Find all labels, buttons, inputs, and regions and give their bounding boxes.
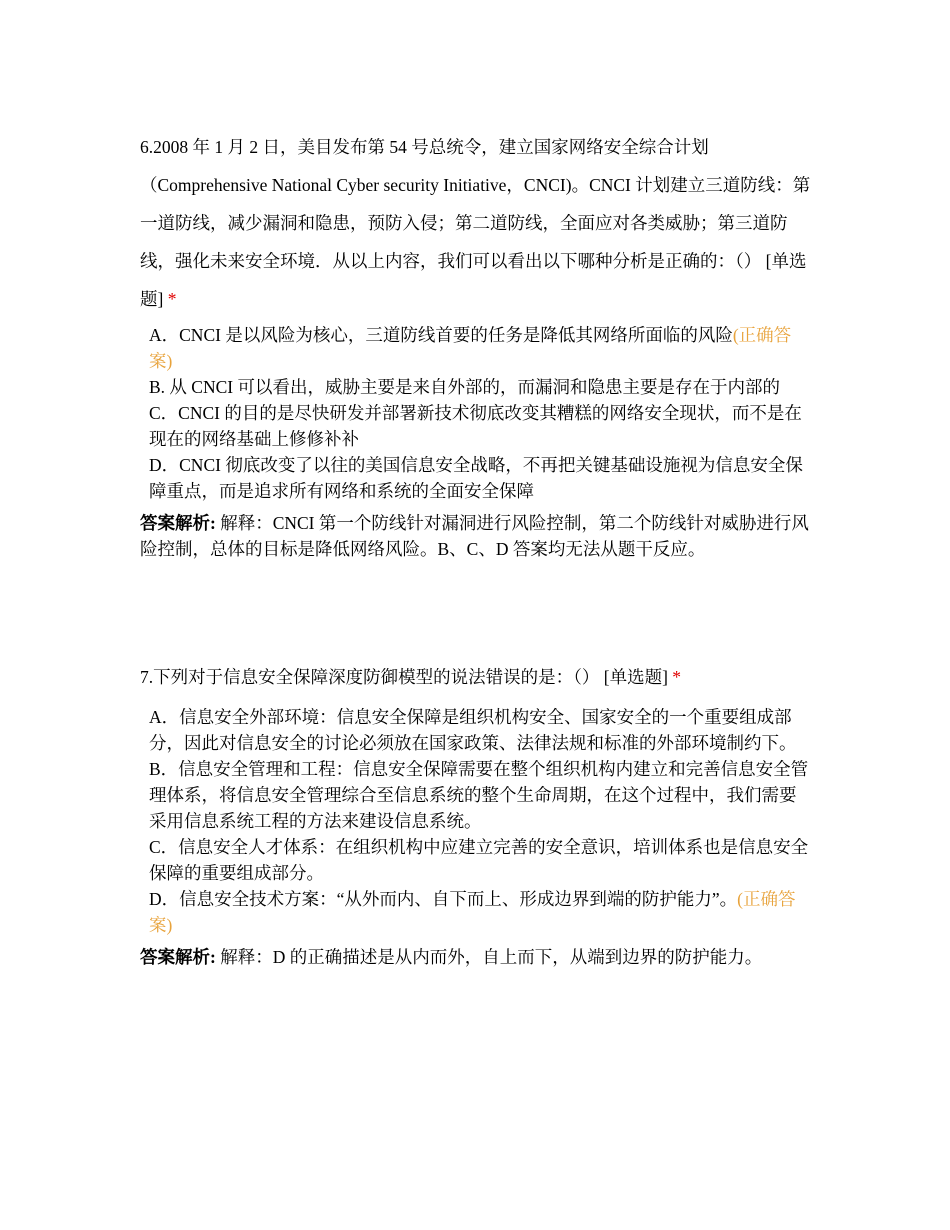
question-type-tag: [单选题] xyxy=(140,251,807,309)
option-c[interactable] xyxy=(149,400,813,452)
analysis-text: 解释：CNCI 第一个防线针对漏洞进行风险控制，第二个防线针对威胁进行风险控制，总体的目标是降低网络风险。B、C、D 答案均无法从题干反应。 xyxy=(140,513,809,559)
correct-answer-mark: (正确答案) xyxy=(149,325,792,371)
question-6 xyxy=(140,128,816,562)
question-stem-text: 6.2008 年 1 月 2 日，美目发布第 54 号总统令，建立国家网络安全综合计划（Comprehensive National Cyber security Initiative，CNCI)。CNCI 计划建立三道防线：第一道防线，减少漏洞和隐患，预防入侵；第二道防线，全面应对各类威胁；第三道防线，强化未来安全环境．从以上内容，我们可以看出以下哪种分析是正确的：（） xyxy=(140,137,811,271)
option-list xyxy=(149,704,813,938)
question-stem xyxy=(140,658,816,696)
option-text: C．CNCI 的目的是尽快研发并部署新技术彻底改变其糟糕的网络安全现状，而不是在现在的网络基础上修修补补 xyxy=(149,403,802,449)
required-mark: * xyxy=(672,667,682,687)
analysis-label: 答案解析: xyxy=(140,513,216,533)
option-b[interactable] xyxy=(149,374,813,400)
correct-answer-mark: (正确答案) xyxy=(149,889,796,935)
option-list xyxy=(149,322,813,504)
required-mark: * xyxy=(167,289,177,309)
option-c[interactable] xyxy=(149,834,813,886)
option-text: A．信息安全外部环境：信息安全保障是组织机构安全、国家安全的一个重要组成部分，因此对信息安全的讨论必须放在国家政策、法律法规和标准的外部环境制约下。 xyxy=(149,707,797,753)
option-d[interactable] xyxy=(149,886,813,938)
analysis-label: 答案解析: xyxy=(140,947,216,967)
answer-analysis xyxy=(140,510,816,562)
option-a[interactable] xyxy=(149,704,813,756)
question-type-tag: [单选题] xyxy=(603,667,668,687)
answer-analysis xyxy=(140,944,816,970)
option-text: B. 从 CNCI 可以看出，威胁主要是来自外部的，而漏洞和隐患主要是存在于内部的 xyxy=(149,377,780,397)
analysis-text: 解释：D 的正确描述是从内而外，自上而下，从端到边界的防护能力。 xyxy=(215,947,763,967)
option-text: D．CNCI 彻底改变了以往的美国信息安全战略，不再把关键基础设施视为信息安全保障重点，而是追求所有网络和系统的全面安全保障 xyxy=(149,455,803,501)
option-b[interactable] xyxy=(149,756,813,834)
option-text: A．CNCI 是以风险为核心，三道防线首要的任务是降低其网络所面临的风险 xyxy=(149,325,733,345)
option-a[interactable] xyxy=(149,322,813,374)
option-text: C．信息安全人才体系：在组织机构中应建立完善的安全意识，培训体系也是信息安全保障的重要组成部分。 xyxy=(149,837,809,883)
option-d[interactable] xyxy=(149,452,813,504)
option-text: D．信息安全技术方案：“从外而内、自下而上、形成边界到端的防护能力”。 xyxy=(149,889,738,909)
question-stem-text: 7.下列对于信息安全保障深度防御模型的说法错误的是：（） xyxy=(140,667,600,687)
question-stem xyxy=(140,128,816,318)
option-text: B．信息安全管理和工程：信息安全保障需要在整个组织机构内建立和完善信息安全管理体系，将信息安全管理综合至信息系统的整个生命周期，在这个过程中，我们需要采用信息系统工程的方法来建设信息系统。 xyxy=(149,759,809,831)
question-7 xyxy=(140,658,816,970)
